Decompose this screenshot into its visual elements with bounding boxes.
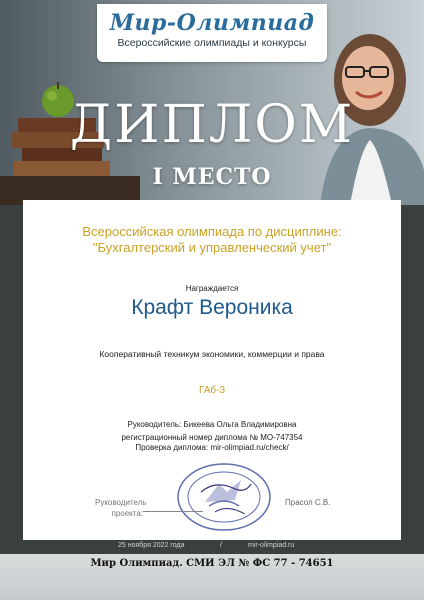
institution-name: Кооперативный техникум экономики, коммерции и права	[99, 349, 325, 359]
group-code: ГАб-3	[198, 385, 226, 396]
leader-label-line2: проекта:	[111, 509, 143, 518]
brand-name: Мир-Олимпиад	[109, 10, 315, 36]
brand-logo	[97, 4, 327, 62]
official-stamp	[175, 462, 273, 532]
awarded-label: Награждается	[185, 284, 239, 293]
site-url: mir-olimpiad.ru	[248, 542, 295, 549]
issue-date: 25 ноября 2022 года	[118, 542, 185, 549]
leader-label-line1: Руководитель	[95, 498, 147, 507]
signer-name: Прасол С.В.	[285, 498, 331, 507]
media-registration: Мир Олимпиад. СМИ ЭЛ № ФС 77 - 74651	[90, 558, 334, 569]
supervisor-line: Руководитель: Бикеева Ольга Владимировна	[127, 420, 297, 429]
olympiad-line-1: Всероссийская олимпиада по дисциплине:	[82, 224, 342, 239]
place-title: I МЕСТО	[152, 164, 272, 190]
footer-strip	[0, 540, 424, 554]
diploma-body	[23, 200, 401, 540]
project-leader-label	[95, 497, 147, 519]
diploma-header	[0, 0, 424, 205]
brand-tagline: Всероссийские олимпиады и конкурсы	[117, 37, 307, 49]
olympiad-discipline: "Бухгалтерский и управленческий учет"	[92, 240, 332, 255]
footer-separator: /	[220, 542, 222, 549]
recipient-name: Крафт Вероника	[131, 296, 293, 319]
verification-link: Проверка диплома: mir-olimpiad.ru/check/	[135, 443, 289, 452]
signature-line	[143, 511, 203, 512]
registration-number: регистрационный номер диплома № МО-747354	[121, 433, 303, 442]
diploma-title: ДИПЛОМ	[69, 95, 355, 155]
